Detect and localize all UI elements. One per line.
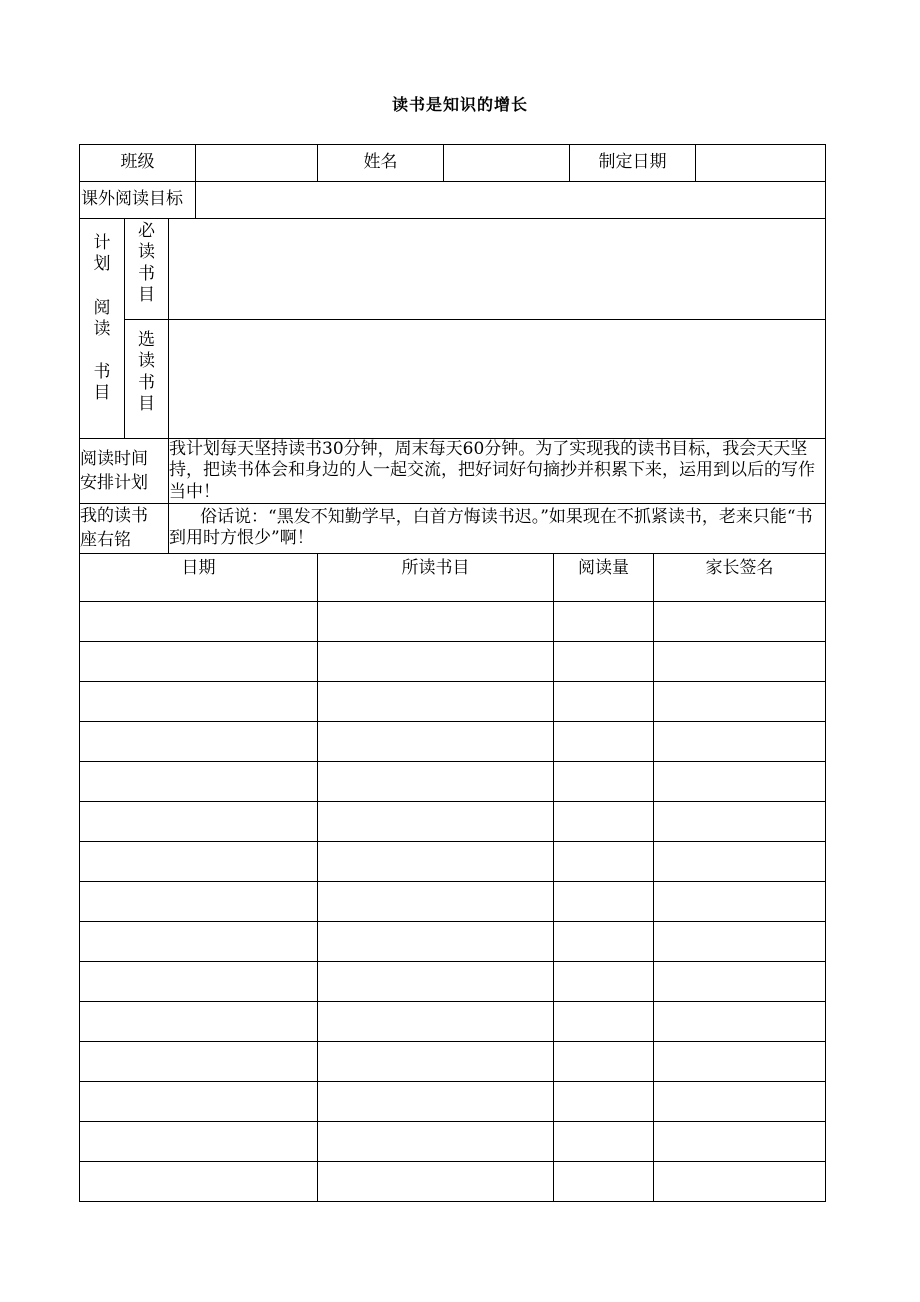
optional-books-field[interactable] — [169, 320, 826, 439]
log-date-cell[interactable] — [80, 1161, 318, 1201]
goal-row — [80, 182, 826, 219]
log-date-cell[interactable] — [80, 801, 318, 841]
log-amount-cell[interactable] — [554, 881, 654, 921]
log-signature-cell[interactable] — [654, 961, 826, 1001]
log-signature-cell[interactable] — [654, 761, 826, 801]
log-book-cell[interactable] — [318, 761, 554, 801]
schedule-text: 我计划每天坚持读书30分钟，周末每天60分钟。为了实现我的读书目标，我会天天坚持，把读书体会和身边的人一起交流，把好词好句摘抄并积累下来，运用到以后的写作当中！ — [169, 439, 826, 504]
log-book-cell[interactable] — [318, 1001, 554, 1041]
required-label-char: 读 — [138, 242, 155, 263]
log-signature-cell[interactable] — [654, 921, 826, 961]
plan-label-char: 书 — [93, 362, 111, 382]
required-books-label — [125, 219, 169, 320]
log-book-cell[interactable] — [318, 1121, 554, 1161]
log-signature-cell[interactable] — [654, 601, 826, 641]
log-book-cell[interactable] — [318, 841, 554, 881]
log-book-cell[interactable] — [318, 1041, 554, 1081]
log-row — [80, 721, 826, 761]
log-date-cell[interactable] — [80, 681, 318, 721]
log-amount-cell[interactable] — [554, 1161, 654, 1201]
schedule-label-line2: 安排计划 — [80, 472, 148, 493]
log-date-cell[interactable] — [80, 1001, 318, 1041]
log-date-cell[interactable] — [80, 1041, 318, 1081]
log-book-cell[interactable] — [318, 1081, 554, 1121]
required-books-row — [80, 219, 826, 320]
log-signature-cell[interactable] — [654, 1081, 826, 1121]
log-date-cell[interactable] — [80, 921, 318, 961]
log-signature-cell[interactable] — [654, 1001, 826, 1041]
plan-label-char: 划 — [93, 254, 111, 275]
goal-field[interactable] — [196, 182, 826, 219]
log-row — [80, 841, 826, 881]
log-row — [80, 681, 826, 721]
required-label-char: 必 — [138, 221, 155, 241]
log-amount-cell[interactable] — [554, 921, 654, 961]
log-row — [80, 761, 826, 801]
log-signature-cell[interactable] — [654, 1121, 826, 1161]
log-date-cell[interactable] — [80, 1121, 318, 1161]
log-book-cell[interactable] — [318, 641, 554, 681]
log-book-cell[interactable] — [318, 961, 554, 1001]
date-field[interactable] — [696, 145, 826, 182]
log-date-cell[interactable] — [80, 961, 318, 1001]
motto-label-line2: 座右铭 — [80, 530, 131, 551]
log-amount-cell[interactable] — [554, 961, 654, 1001]
optional-label-char: 目 — [138, 393, 155, 414]
log-amount-cell[interactable] — [554, 801, 654, 841]
log-header-book: 所读书目 — [318, 553, 554, 601]
date-label: 制定日期 — [570, 145, 696, 182]
required-label-char: 书 — [138, 263, 155, 284]
log-date-cell[interactable] — [80, 1081, 318, 1121]
motto-text: 俗话说：“黑发不知勤学早，白首方悔读书迟。”如果现在不抓紧读书，老来只能“书到用时方恨少”啊！ — [169, 503, 826, 553]
log-date-cell[interactable] — [80, 841, 318, 881]
log-row — [80, 601, 826, 641]
class-label: 班级 — [80, 145, 196, 182]
log-header-date: 日期 — [80, 553, 318, 601]
log-amount-cell[interactable] — [554, 1041, 654, 1081]
log-amount-cell[interactable] — [554, 721, 654, 761]
log-signature-cell[interactable] — [654, 841, 826, 881]
log-row — [80, 641, 826, 681]
log-book-cell[interactable] — [318, 921, 554, 961]
log-book-cell[interactable] — [318, 721, 554, 761]
optional-books-label — [125, 320, 169, 439]
optional-label-char: 读 — [138, 351, 155, 372]
goal-label: 课外阅读目标 — [80, 182, 196, 219]
log-date-cell[interactable] — [80, 721, 318, 761]
schedule-row — [80, 439, 826, 504]
log-date-cell[interactable] — [80, 601, 318, 641]
log-book-cell[interactable] — [318, 801, 554, 841]
log-signature-cell[interactable] — [654, 1041, 826, 1081]
optional-books-row — [80, 320, 826, 439]
log-amount-cell[interactable] — [554, 641, 654, 681]
schedule-label-line1: 阅读时间 — [80, 448, 148, 469]
document-title: 读书是知识的增长 — [391, 95, 528, 114]
log-signature-cell[interactable] — [654, 681, 826, 721]
log-book-cell[interactable] — [318, 1161, 554, 1201]
plan-label-char: 读 — [93, 318, 111, 339]
log-amount-cell[interactable] — [554, 841, 654, 881]
log-header-row — [80, 553, 826, 601]
log-body — [80, 601, 826, 1201]
plan-reading-label — [80, 219, 125, 439]
name-label: 姓名 — [318, 145, 444, 182]
log-row — [80, 961, 826, 1001]
log-amount-cell[interactable] — [554, 681, 654, 721]
log-row — [80, 1001, 826, 1041]
motto-label-line1: 我的读书 — [80, 506, 148, 527]
plan-label-char: 目 — [93, 383, 111, 404]
reading-plan-form — [79, 144, 826, 1202]
log-row — [80, 921, 826, 961]
log-signature-cell[interactable] — [654, 881, 826, 921]
log-book-cell[interactable] — [318, 881, 554, 921]
required-books-field[interactable] — [169, 219, 826, 320]
plan-label-char: 计 — [93, 233, 111, 253]
log-date-cell[interactable] — [80, 881, 318, 921]
log-date-cell[interactable] — [80, 761, 318, 801]
log-row — [80, 1081, 826, 1121]
log-row — [80, 1121, 826, 1161]
optional-label-char: 书 — [138, 372, 155, 393]
log-book-cell[interactable] — [318, 601, 554, 641]
log-signature-cell[interactable] — [654, 721, 826, 761]
log-row — [80, 1041, 826, 1081]
log-signature-cell[interactable] — [654, 641, 826, 681]
log-amount-cell[interactable] — [554, 761, 654, 801]
class-field[interactable] — [196, 145, 318, 182]
log-signature-cell[interactable] — [654, 1161, 826, 1201]
log-header-signature: 家长签名 — [654, 553, 826, 601]
plan-label-char: 阅 — [93, 297, 111, 318]
schedule-label — [80, 439, 169, 504]
header-row — [80, 145, 826, 182]
log-header-amount: 阅读量 — [554, 553, 654, 601]
log-signature-cell[interactable] — [654, 801, 826, 841]
optional-label-char: 选 — [138, 330, 155, 350]
log-amount-cell[interactable] — [554, 1001, 654, 1041]
log-book-cell[interactable] — [318, 681, 554, 721]
log-amount-cell[interactable] — [554, 1081, 654, 1121]
log-row — [80, 1161, 826, 1201]
motto-label — [80, 503, 169, 553]
log-amount-cell[interactable] — [554, 601, 654, 641]
log-amount-cell[interactable] — [554, 1121, 654, 1161]
log-row — [80, 881, 826, 921]
log-row — [80, 801, 826, 841]
name-field[interactable] — [444, 145, 570, 182]
motto-row — [80, 503, 826, 553]
required-label-char: 目 — [138, 284, 155, 305]
log-date-cell[interactable] — [80, 641, 318, 681]
